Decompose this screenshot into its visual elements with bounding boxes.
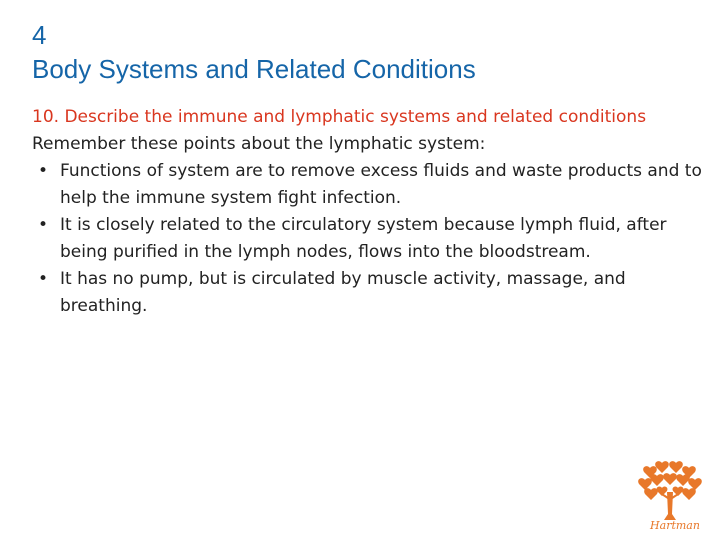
chapter-number: 4 <box>32 20 47 50</box>
bullet-icon: • <box>38 161 49 181</box>
list-item <box>32 158 702 212</box>
bullet-icon: • <box>38 215 49 235</box>
bullet-list <box>32 158 702 320</box>
learning-objective: 10. Describe the immune and lymphatic systems and related conditions <box>32 107 647 127</box>
list-item <box>32 212 702 266</box>
list-item-text: It has no pump, but is circulated by muscle activity, massage, and breathing. <box>60 269 626 316</box>
hartman-logo <box>636 456 706 536</box>
slide-body <box>32 104 702 320</box>
list-item <box>32 266 702 320</box>
chapter-title: Body Systems and Related Conditions <box>32 54 476 84</box>
list-item-text: It is closely related to the circulatory system because lymph fluid, after being purified in the lymph nodes, flows into the bloodstream. <box>60 215 667 262</box>
bullet-icon: • <box>38 269 49 289</box>
intro-text: Remember these points about the lymphatic system: <box>32 134 486 154</box>
chapter-heading <box>32 18 476 86</box>
list-item-text: Functions of system are to remove excess fluids and waste products and to help the immune system fight infection. <box>60 161 702 208</box>
logo-text: Hartman <box>650 519 700 532</box>
